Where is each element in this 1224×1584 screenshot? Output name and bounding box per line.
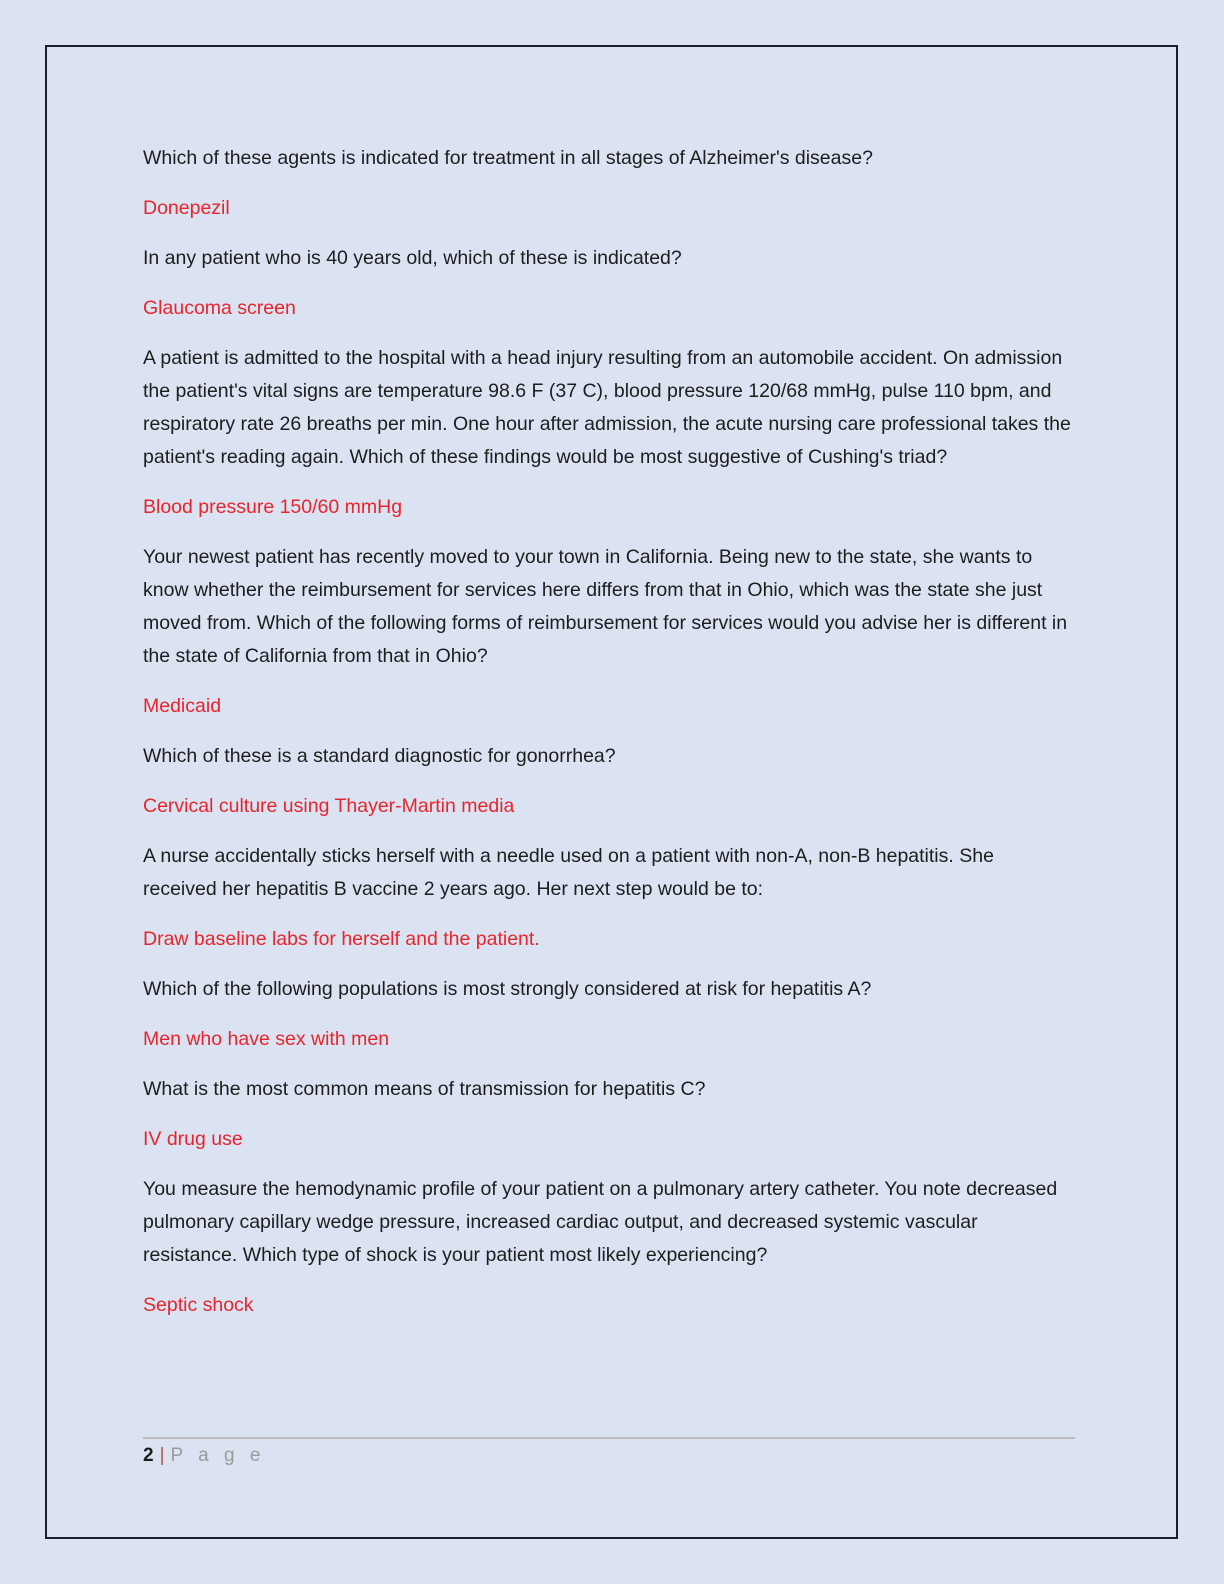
answer-text: Cervical culture using Thayer-Martin media [143, 795, 515, 817]
question-text: A patient is admitted to the hospital with a head injury resulting from an automobile accident. On admission the patient's vital signs are temperature 98.6 F (37 C), blood pressure 120/68 mmHg, pulse 110 bpm, and respiratory rate 26 breaths per min. One hour after admission, the acute nursing care professional takes the patient's reading again. Which of these findings would be most suggestive of Cushing's triad? [143, 347, 1071, 468]
question-text: A nurse accidentally sticks herself with a needle used on a patient with non-A, non-B hepatitis. She received her hepatitis B vaccine 2 years ago. Her next step would be to: [143, 845, 994, 900]
document-body [143, 142, 1071, 1339]
footer-separator: | [159, 1445, 165, 1466]
answer-text: Men who have sex with men [143, 1028, 390, 1050]
footer-divider [143, 1437, 1075, 1439]
question-text: You measure the hemodynamic profile of your patient on a pulmonary artery catheter. You note decreased pulmonary capillary wedge pressure, increased cardiac output, and decreased systemic vascular resistance. Which type of shock is your patient most likely experiencing? [143, 1178, 1058, 1266]
answer-text: Septic shock [143, 1294, 254, 1316]
answer-text: Donepezil [143, 197, 230, 219]
question-text: Your newest patient has recently moved to your town in California. Being new to the state, she wants to know whether the reimbursement for services here differs from that in Ohio, which was the state she just moved from. Which of the following forms of reimbursement for services would you advise her is different in the state of California from that in Ohio? [143, 546, 1068, 667]
question-text: Which of these is a standard diagnostic for gonorrhea? [143, 745, 616, 767]
page-footer [143, 1437, 1075, 1467]
question-text: Which of these agents is indicated for treatment in all stages of Alzheimer's disease? [143, 147, 873, 169]
page-number: 2 [143, 1445, 154, 1466]
footer-text [143, 1445, 1075, 1467]
answer-text: IV drug use [143, 1128, 243, 1150]
question-text: Which of the following populations is most strongly considered at risk for hepatitis A? [143, 978, 872, 1000]
answer-text: Draw baseline labs for herself and the patient. [143, 928, 540, 950]
answer-text: Blood pressure 150/60 mmHg [143, 496, 403, 518]
answer-text: Glaucoma screen [143, 297, 296, 319]
question-text: In any patient who is 40 years old, which of these is indicated? [143, 247, 682, 269]
page-label: P a g e [170, 1445, 266, 1466]
answer-text: Medicaid [143, 695, 222, 717]
question-text: What is the most common means of transmission for hepatitis C? [143, 1078, 706, 1100]
